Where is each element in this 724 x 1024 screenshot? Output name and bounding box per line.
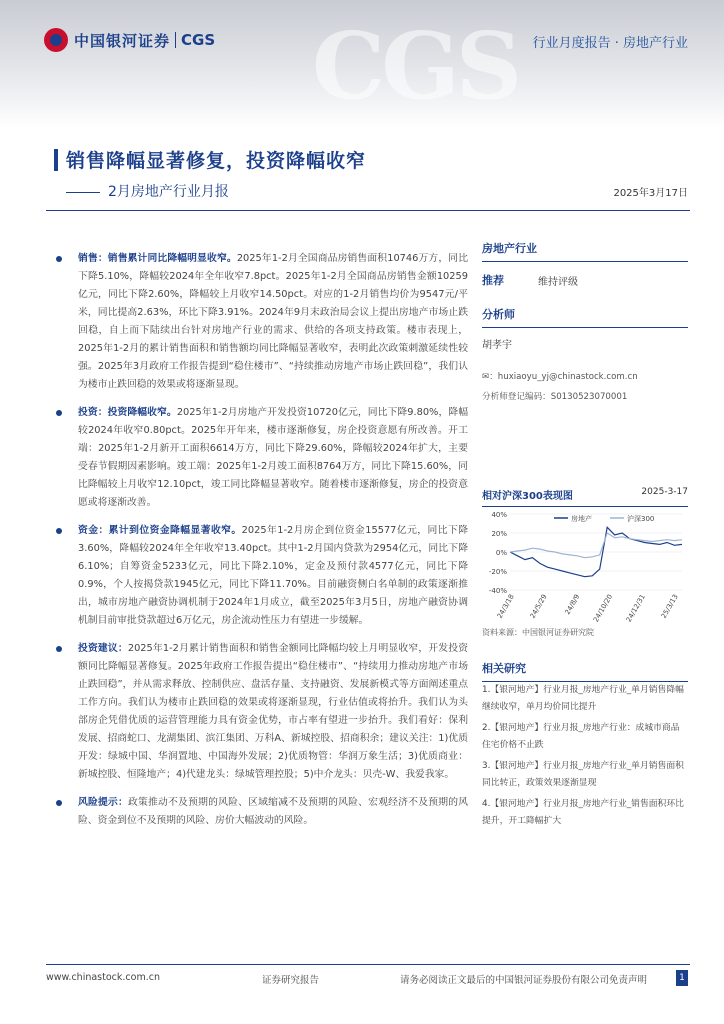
rating-label: 推荐 [482,274,504,287]
page-subtitle [66,181,229,201]
risk-heading: 风险提示： [78,797,129,808]
research-section [482,660,688,682]
advice-paragraph [54,640,468,784]
sidebar [482,240,688,405]
advice-heading: 投资建议： [78,643,128,654]
bullet-icon [56,256,62,262]
sales-paragraph [54,250,468,394]
research-item[interactable]: 4.【银河地产】行业月报_房地产行业_销售面积环比提升，开工降幅扩大 [482,799,684,826]
company-logo [44,28,215,52]
investment-text: 2025年1-2月房地产开发投资10720亿元，同比下降9.80%，降幅较2024年收窄0.80pct。2025年开年来，楼市逐渐修复，房企投资意愿有所改善。开工端：2025年1-2月新开工面积6614万方，同比下降29.60%，降幅较2024年扩大，主要受春节假期因素影响。竣工端：2025年1-2月竣工面积8764万方，同比下降15.60%，同比降幅较上月收窄12.10pct，竣工同比降幅显著收窄。随着楼市逐渐修复，房企的投资意愿或将逐渐改善。 [78,407,469,508]
advice-text: 2025年1-2月累计销售面积和销售金额同比降幅均较上月明显收窄，开发投资额同比降幅显著修复。2025年政府工作报告提出“稳住楼市”、“持续用力推动房地产市场止跌回稳”，并从需求释放、控制供应、盘活存量、支持融资、发展新模式等方面阐述重点工作方向。我们认为楼市止跌回稳的效果或将逐渐显现，行业估值或将抬升。我们认为头部房企凭借优质的运营管理能力具有资金优势，市占率有望进一步抬升。我们看好：保利发展、招商蛇口、龙湖集团、滨江集团、万科A、新城控股、招商积余；建议关注：1)优质开发：绿城中国、华润置地、中国海外发展；2)优质物管：华润万象生活；3)优质商业：新城控股、恒隆地产；4)代建龙头：绿城管理控股；5)中介龙头：贝壳-W、我爱我家。 [78,643,468,780]
subtitle-dash [66,192,100,193]
research-item[interactable]: 1.【银河地产】行业月报_房地产行业_单月销售降幅继续收窄，单月均价同比提升 [482,685,684,712]
logo-text: 中国银河证券 [74,31,171,50]
footer-website[interactable]: www.chinastock.com.cn [46,972,160,983]
investment-paragraph [54,404,468,512]
chart-title: 相对沪深300表现图 [482,491,573,502]
industry-label: 房地产行业 [482,240,688,262]
subtitle-text: 2月房地产行业月报 [108,184,229,200]
main-content [54,250,468,840]
chart-x-tick-label: 24/3/18 [495,593,516,620]
chart-legend-label: 沪深300 [627,515,655,523]
analyst-heading: 分析师 [482,306,688,328]
page-number: 1 [676,970,688,986]
rating-value: 维持评级 [538,276,578,288]
chart-y-tick-label: 40% [491,511,507,519]
logo-abbr: CGS [181,31,216,49]
chart-x-tick-label: 24/8/9 [563,593,582,616]
analyst-name: 胡孝宇 [482,340,512,351]
performance-chart [482,506,688,636]
bullet-icon [56,646,62,652]
logo-divider [175,32,176,48]
chart-x-tick-label: 24/5/29 [528,593,549,620]
chart-y-tick-label: -40% [488,587,507,595]
title-divider [46,210,690,211]
research-item[interactable]: 3.【银河地产】行业月报_房地产行业_单月销售面积同比转正，政策效果逐渐显现 [482,761,684,788]
bullet-icon [56,528,62,534]
chart-header [482,487,688,507]
page-title: 销售降幅显著修复，投资降幅收窄 [66,150,367,172]
chart-legend-label: 房地产 [571,515,592,523]
investment-heading: 投资：投资降幅收窄。 [78,407,177,418]
report-type: 行业月度报告 · 房地产行业 [532,36,688,51]
title-accent [54,149,58,171]
chart-series-line-1 [510,533,682,558]
analyst-cert: 分析师登记编码：S0130523070001 [482,392,628,402]
chart-source: 资料来源：中国银河证券研究院 [482,628,594,637]
footer-divider [46,964,690,965]
bullet-icon [56,800,62,806]
chart-y-tick-label: 20% [491,530,507,538]
footer-disclaimer: 请务必阅读正文最后的中国银河证券股份有限公司免责声明 [400,975,648,986]
cgs-watermark-logo: CGS [312,12,519,120]
chart-x-tick-label: 25/3/13 [659,593,680,620]
research-title: 相关研究 [482,660,688,682]
report-date: 2025年3月17日 [613,188,688,199]
funding-paragraph [54,522,468,630]
chart-y-tick-label: -20% [488,568,507,576]
chart-x-tick-label: 24/10/20 [591,593,615,624]
funding-text: 2025年1-2月房企到位资金15577亿元，同比下降3.60%，降幅较2024年全年收窄13.40pct。其中1-2月国内贷款为2954亿元，同比下降6.10%；自筹资金5233亿元，同比下降2.10%，定金及预付款4577亿元，同比下降0.9%，个人按揭贷款1945亿元，同比下降11.70%。目前融资侧白名单制的政策逐渐推出，城市房地产融资协调机制于2024年1月成立，截至2025年3月5日，房地产融资协调机制目前审批贷款超过6万亿元，房企流动性压力有望进一步缓解。 [78,525,469,626]
analyst-email[interactable]: ✉：huxiaoyu_yj@chinastock.com.cn [482,372,638,382]
risk-paragraph [54,794,468,830]
footer-report-type: 证券研究报告 [262,975,320,986]
rating-row [482,272,688,288]
bullet-icon [56,410,62,416]
chart-x-tick-label: 24/12/31 [624,593,647,624]
chart-y-tick-label: 0% [495,549,507,557]
research-list [482,682,688,834]
funding-heading: 资金：累计到位资金降幅显著收窄。 [78,525,242,536]
sales-text: 2025年1-2月全国商品房销售面积10746万方，同比下降5.10%，降幅较2024年全年收窄7.8pct。2025年1-2月全国商品房销售金额10259亿元，同比下降2.60%，降幅较上月收窄14.50pct。对应的1-2月销售均价为9547元/平米，同比提高2.63%，环比下降3.91%。2024年9月末政治局会议上提出房地产市场止跌回稳，自上而下陆续出台针对房地产行业的需求、供给的各项支持政策。楼市表现上，2025年1-2月的累计销售面积和销售额均同比降幅显著收窄，表明此次政策刺激延续性较强。2025年3月政府工作报告提到“稳住楼市”、“持续推动房地产市场止跌回稳”，我们认为楼市止跌回稳的效果或将逐渐显现。 [78,253,469,390]
research-item[interactable]: 2.【银河地产】行业月报_房地产行业：成城市商品住宅价格不止跌 [482,723,680,750]
risk-text: 政策推动不及预期的风险、区域缩减不及预期的风险、宏观经济不及预期的风险、资金到位不及预期的风险、房价大幅波动的风险。 [78,797,469,826]
chart-date: 2025-3-17 [641,487,688,497]
galaxy-logo-icon [44,28,68,52]
sales-heading: 销售：销售累计同比降幅明显收窄。 [78,253,237,264]
